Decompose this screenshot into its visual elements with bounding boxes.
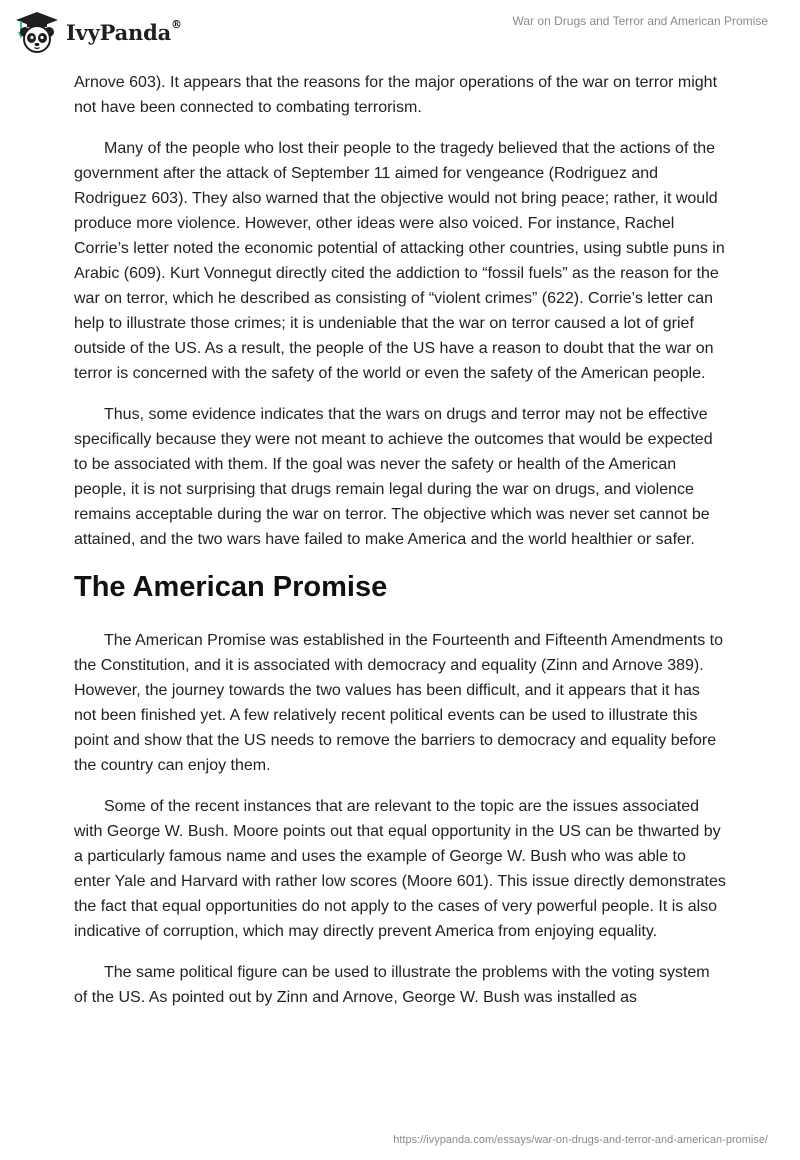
paragraph: Arnove 603). It appears that the reasons for the major operations of the war on terror might not have been connected to combating terrorism. — [74, 74, 718, 116]
essay-body — [74, 70, 726, 1026]
paragraph: Thus, some evidence indicates that the wars on drugs and terror may not be effective specifically because they were not meant to achieve the outcomes that would be expected to be associated with them. If the goal was never the safety or health of the American people, it is not surprising that drugs remain legal during the war on drugs, and violence remains acceptable during the war on terror. The objective which was never set cannot be attained, and the two wars have failed to make America and the world healthier or safer. — [74, 406, 713, 548]
trademark-symbol: ® — [171, 17, 182, 31]
ivypanda-logo[interactable] — [14, 10, 182, 54]
paragraph: Many of the people who lost their people to the tragedy believed that the actions of the government after the attack of September 11 aimed for vengeance (Rodriguez and Rodriguez 603). They also warned that the objective would not bring peace; rather, it would produce more violence. However, other ideas were also voiced. For instance, Rachel Corrie’s letter noted the economic potential of attacking other countries, using subtle puns in Arabic (609). Kurt Vonnegut directly cited the addiction to “fossil fuels” as the reason for the war on terror, which he described as consisting of “violent crimes” (622). Corrie’s letter can help to illustrate those crimes; it is undeniable that the war on terror caused a lot of grief outside of the US. As a result, the people of the US have a reason to doubt that the war on terror is concerned with the safety of the world or even the safety of the American people. — [74, 140, 725, 382]
document-title: War on Drugs and Terror and American Promise — [512, 14, 768, 28]
paragraph: The American Promise was established in the Fourteenth and Fifteenth Amendments to the Constitution, and it is associated with democracy and equality (Zinn and Arnove 389). However, the journey towards the two values has been difficult, and it appears that it has not been finished yet. A few relatively recent political events can be used to illustrate this point and show that the US needs to remove the barriers to democracy and equality before the country can enjoy them. — [74, 632, 723, 774]
brand-name — [66, 17, 182, 45]
paragraph: The same political figure can be used to illustrate the problems with the voting system of the US. As pointed out by Zinn and Arnove, George W. Bush was installed as — [74, 964, 710, 1006]
source-url-link[interactable]: https://ivypanda.com/essays/war-on-drugs-and-terror-and-american-promise/ — [393, 1134, 768, 1146]
paragraph: Some of the recent instances that are relevant to the topic are the issues associated with George W. Bush. Moore points out that equal opportunity in the US can be thwarted by a particularly famous name and uses the example of George W. Bush who was able to enter Yale and Harvard with rather low scores (Moore 601). This issue directly demonstrates the fact that equal opportunities do not apply to the cases of very powerful people. It is also indicative of corruption, which may directly prevent America from enjoying equality. — [74, 798, 726, 940]
page-header — [0, 0, 800, 64]
brand-text: IvyPanda — [66, 19, 172, 45]
panda-graduate-icon — [14, 10, 60, 54]
section-heading: The American Promise — [74, 571, 388, 603]
